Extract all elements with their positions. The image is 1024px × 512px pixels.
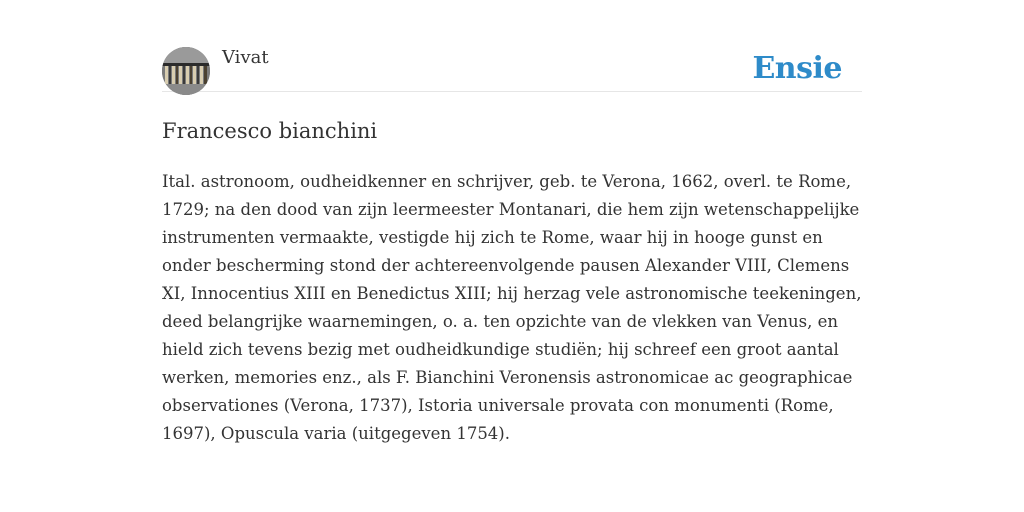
page-header: [162, 47, 862, 92]
page-title: Francesco bianchini: [162, 119, 378, 143]
bookshelf-avatar-icon: [162, 47, 210, 95]
source-avatar[interactable]: [162, 47, 210, 95]
source-name[interactable]: Vivat: [222, 47, 269, 68]
brand-logo[interactable]: Ensie: [752, 51, 842, 86]
article-body: Ital. astronoom, oudheidkenner en schrijver, geb. te Verona, 1662, overl. te Rome, 1729; na den dood van zijn leermeester Montanari, die hem zijn wetenschappelijke instrumenten vermaakte, vestigde hij zich te Rome, waar hij in hooge gunst en onder bescherming stond der achtereenvolgende pausen Alexander VIII, Clemens XI, Innocentius XIII en Benedictus XIII; hij herzag vele astronomische teekeningen, deed belangrijke waarnemingen, o. a. ten opzichte van de vlekken van Venus, en hield zich tevens bezig met oudheidkundige studiën; hij schreef een groot aantal werken, memories enz., als F. Bianchini Veronensis astronomicae ac geographicae observationes (Verona, 1737), Istoria universale provata con monumenti (Rome, 1697), Opuscula varia (uitgegeven 1754).: [162, 172, 862, 443]
